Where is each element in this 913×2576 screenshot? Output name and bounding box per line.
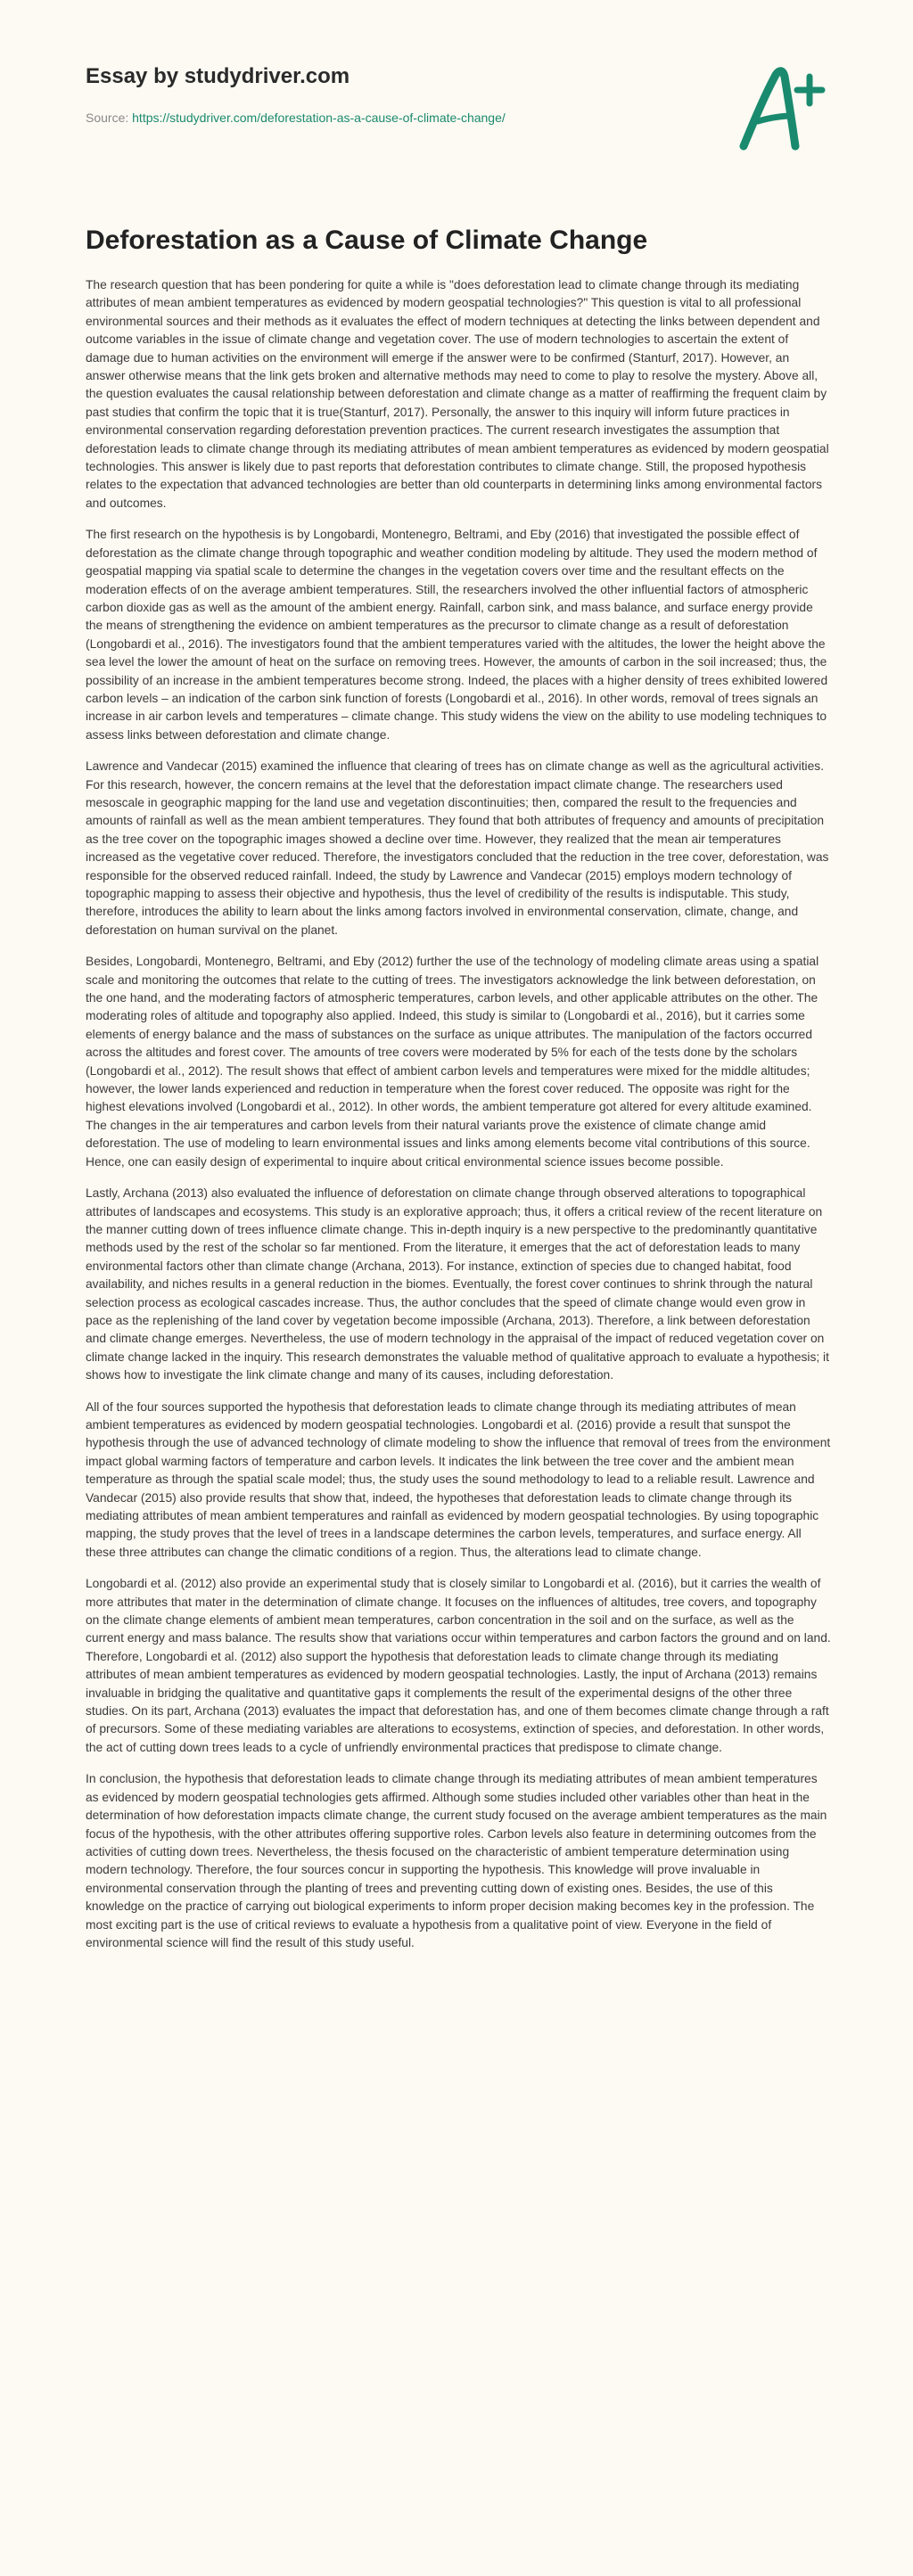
site-title: Essay by studydriver.com [86,64,350,88]
paragraph: The research question that has been pondering for quite a while is "does deforestation lead to climate change through its mediating attributes of mean ambient temperatures as evidenced by modern geospatial technologies?" This question is vital to all professional environmental sources and their methods as it evaluates the effect of modern techniques at detecting the links between dependent and outcome variables in the issue of climate change and vegetation cover. The use of modern technologies to ascertain the extent of damage due to human activities on the environment will emerge if the answer were to be confirmed (Stanturf, 2017). However, an answer otherwise means that the link gets broken and alternative methods may need to come to play to resolve the mystery. Above all, the question evaluates the causal relationship between deforestation and climate change as a matter of reaffirming the frequent claim by past studies that confirm the topic that it is true(Stanturf, 2017). Personally, the answer to this inquiry will inform future practices in environmental conservation regarding deforestation prevention practices. The current research investigates the assumption that deforestation leads to climate change through its mediating attributes of mean ambient temperatures as evidenced by modern geospatial technologies. This answer is likely due to past reports that deforestation contributes to climate change. Still, the proposed hypothesis relates to the expectation that advanced technologies are better than old counterparts in determining links among environmental factors and outcomes. [86,278,829,510]
paragraph: Lawrence and Vandecar (2015) examined the influence that clearing of trees has on climate change as well as the agricultural activities. For this research, however, the concern remains at the level that the deforestation impact climate change. The researchers used mesoscale in geographic mapping for the land use and vegetation discontinuities; then, compared the result to the frequencies and amounts of rainfall as well as the mean ambient temperatures. They found that both attributes of frequency and amounts of precipitation as the tree cover on the topographic images showed a decline over time. However, they realized that the mean air temperatures increased as the vegetative cover reduced. Therefore, the investigators concluded that the reduction in the tree cover, deforestation, was responsible for the observed reduced rainfall. Indeed, the study by Lawrence and Vandecar (2015) employs modern technology of topographic mapping to assess their objective and hypothesis, thus the level of credibility of the results is indisputable. This study, therefore, introduces the ability to learn about the links among factors involved in environmental conservation, climate, change, and deforestation on human survival on the planet. [86,759,829,937]
source-link[interactable]: https://studydriver.com/deforestation-as-a-cause-of-climate-change/ [132,111,506,125]
paragraph: Longobardi et al. (2012) also provide an experimental study that is closely similar to Longobardi et al. (2016), but it carries the wealth of more attributes that mater in the determination of climate change. It focuses on the influences of altitudes, tree covers, and topography on the climate change elements of ambient mean temperatures, carbon concentration in the soil and on the surface, as well as the current energy and mass balance. The results show that variations occur within temperatures and carbon factors the ground and on land. Therefore, Longobardi et al. (2012) also support the hypothesis that deforestation leads to climate change through its mediating attributes of mean ambient temperatures as evidenced by modern geospatial technologies. Lastly, the input of Archana (2013) remains invaluable in bridging the qualitative and quantitative gaps it complements the result of the experimental designs of the other three studies. On its part, Archana (2013) evaluates the impact that deforestation has, and one of them becomes climate change through a raft of precursors. Some of these mediating variables are alterations to ecosystems, extinction of species, and deforestation. In other words, the act of cutting down trees leads to a cycle of unfriendly environmental practices that predispose to climate change. [86,1577,831,1754]
source-label: Source: [86,111,133,125]
page-header [0,0,913,178]
paragraph: Lastly, Archana (2013) also evaluated the influence of deforestation on climate change through observed alterations to topographical attributes of landscapes and ecosystems. This study is an explorative approach; thus, it offers a critical review of the recent literature on the manner cutting down of trees influence climate change. This in-depth inquiry is a new perspective to the predominantly quantitative methods used by the rest of the scholar so far mentioned. From the literature, it emerges that the act of deforestation leads to many environmental factors other than climate change (Archana, 2013). For instance, extinction of species due to changed habitat, food availability, and niches results in a general reduction in the biomes. Eventually, the forest cover continues to shrink through the natural selection process as ecological cascades increase. Thus, the author concludes that the speed of climate change would even grow in pace as the replenishing of the land cover by vegetation become impossible (Archana, 2013). Therefore, a link between deforestation and climate change emerges. Nevertheless, the use of modern technology in the appraisal of the impact of reduced vegetation cover on climate change lacked in the inquiry. This research demonstrates the valuable method of qualitative approach to evaluate a hypothesis; it shows how to investigate the link climate change and many of its causes, including deforestation. [86,1186,829,1382]
a-plus-logo-icon [733,62,831,152]
paragraph: All of the four sources supported the hypothesis that deforestation leads to climate change through its mediating attributes of mean ambient temperatures as evidenced by modern geospatial technologies. Longobardi et al. (2016) provide a result that sunspot the hypothesis through the use of advanced technology of climate modeling to show the influence that removal of trees from the environment impact global warming factors of temperature and carbon levels. It indicates the link between the tree cover and the ambient mean temperature as through the spatial scale model; thus, the study uses the sound methodology to lead to a reliable result. Lawrence and Vandecar (2015) also provide results that show that, indeed, the hypotheses that deforestation leads to climate change through its mediating attributes of mean ambient temperatures and rainfall as evidenced by modern geospatial technologies. By using topographic mapping, the study proves that the level of trees in a landscape determines the carbon levels, temperatures, and surface energy. All these three attributes can change the climatic conditions of a region. Thus, the alterations lead to climate change. [86,1399,831,1559]
source-line [86,111,506,125]
document-title: Deforestation as a Cause of Climate Change [86,226,648,255]
paragraph: Besides, Longobardi, Montenegro, Beltrami, and Eby (2012) further the use of the technology of modeling climate areas using a spatial scale and monitoring the outcomes that relate to the cutting of trees. The investigators acknowledge the link between deforestation, on the one hand, and the moderating factors of atmospheric temperatures, carbon levels, and other applicable attributes on the other. The moderating roles of altitude and topography also applied. Indeed, this study is similar to (Longobardi et al., 2016), but it carries some elements of energy balance and the mass of substances on the surface as unique attributes. The manipulation of the factors occurred across the altitudes and forest cover. The amounts of tree covers were moderated by 5% for each of the tests done by the scholars (Longobardi et al., 2012). The result shows that effect of ambient carbon levels and temperatures were mixed for the middle altitudes; however, the lower lands experienced and reduction in temperature when the forest cover reduced. The opposite was right for the highest elevations involved (Longobardi et al., 2012). In other words, the ambient temperature got altered for every altitude examined. The changes in the air temperatures and carbon levels from their natural variants prove the existence of climate change amid deforestation. The use of modeling to learn environmental issues and links among elements become vital contributions of this source. Hence, one can easily design of experimental to inquire about critical environmental science issues become possible. [86,955,819,1169]
article-body [86,276,831,1965]
paragraph: In conclusion, the hypothesis that deforestation leads to climate change through its mediating attributes of mean ambient temperatures as evidenced by modern geospatial technologies gets affirmed. Although some studies included other variables other than heat in the determination of how deforestation impacts climate change, the current study focused on the average ambient temperatures as the main focus of the hypothesis, with the other attributes offering supportive roles. Carbon levels also feature in determining outcomes from the activities of cutting down trees. Nevertheless, the thesis focused on the characteristic of ambient temperature determination using modern technology. Therefore, the four sources concur in supporting the hypothesis. This knowledge will prove invaluable in environmental conservation through the planting of trees and preventing cutting down of existing ones. Besides, the use of this knowledge on the practice of carrying out biological experiments to inform proper decision making becomes key in the profession. The most exciting part is the use of critical reviews to evaluate a hypothesis from a qualitative point of view. Everyone in the field of environmental science will find the result of this study useful. [86,1772,827,1949]
paragraph: The first research on the hypothesis is by Longobardi, Montenegro, Beltrami, and Eby (2016) that investigated the possible effect of deforestation as the climate change through topographic and weather condition modeling by altitude. They used the modern method of geospatial mapping via spatial scale to determine the changes in the vegetation covers over time and the resultant effects on the moderation effects of on the average ambient temperatures. Still, the researchers involved the other influential factors of atmospheric carbon dioxide gas as well as the amount of the ambient energy. Rainfall, carbon sink, and mass balance, and surface energy provide the means of strengthening the evidence on ambient temperatures as the precursor to climate change as a result of deforestation (Longobardi et al., 2016). The investigators found that the ambient temperatures varied with the altitudes, the lower the height above the sea level the lower the amount of heat on the surface on removing trees. However, the amounts of carbon in the soil increased; thus, the possibility of an increase in the ambient temperatures become strong. Indeed, the places with a higher density of trees exhibited lowered carbon levels – an indication of the carbon sink function of forests (Longobardi et al., 2016). In other words, removal of trees signals an increase in air carbon levels and temperatures – climate change. This study widens the view on the ability to use modeling techniques to assess links between deforestation and climate change. [86,528,828,742]
